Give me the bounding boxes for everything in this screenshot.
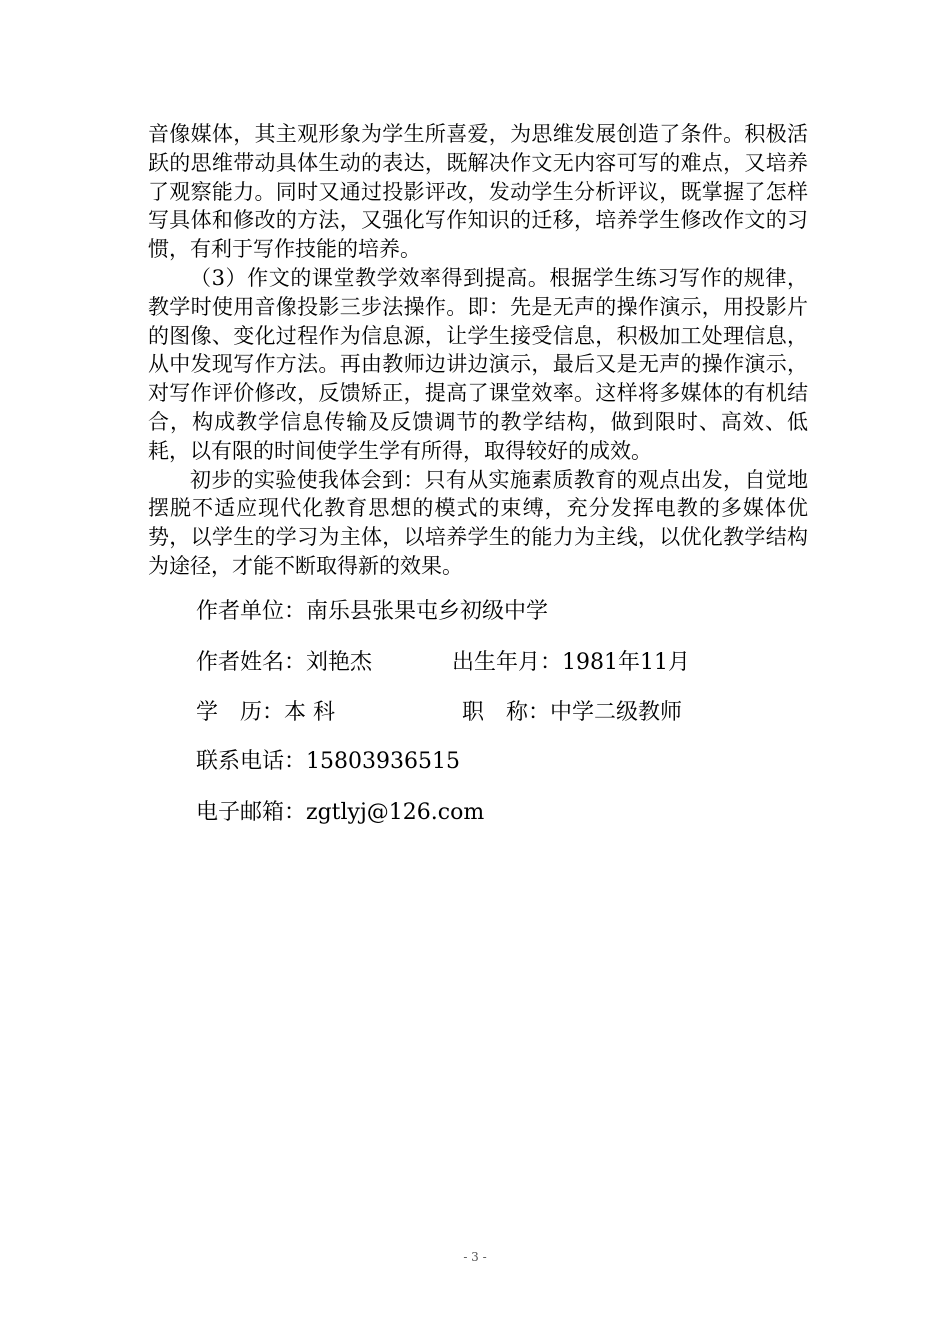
author-title: 职 称：中学二级教师 [462, 700, 683, 725]
paragraph-3: 初步的实验使我体会到：只有从实施素质教育的观点出发，自觉地摆脱不适应现代化教育思想的模式的束缚，充分发挥电教的多媒体优势，以学生的学习为主体，以培养学生的能力为主线，以优化教学结构为途径，才能不断取得新的效果。 [148, 467, 808, 578]
author-education: 学 历：本 科 [196, 700, 335, 725]
author-education-line [196, 695, 682, 726]
author-name-line [196, 645, 690, 676]
author-unit: 作者单位：南乐县张果屯乡初级中学 [196, 599, 549, 624]
author-name: 作者姓名：刘艳杰 [196, 650, 373, 675]
author-phone-line [196, 744, 460, 775]
author-phone: 联系电话：15803936515 [196, 749, 460, 774]
page-number: - 3 - [463, 1250, 487, 1264]
body-text [148, 120, 808, 581]
author-email-line [196, 795, 484, 826]
paragraph-2: （3）作文的课堂教学效率得到提高。根据学生练习写作的规律，教学时使用音像投影三步法操作。即：先是无声的操作演示，用投影片的图像、变化过程作为信息源，让学生接受信息，积极加工处理信息，从中发现写作方法。再由教师边讲边演示，最后又是无声的操作演示，对写作评价修改，反馈矫正，提高了课堂效率。这样将多媒体的有机结合，构成教学信息传输及反馈调节的教学结构，做到限时、高效、低耗，以有限的时间使学生学有所得，取得较好的成效。 [148, 265, 808, 463]
author-unit-line [196, 594, 548, 625]
paragraph-1: 音像媒体，其主观形象为学生所喜爱，为思维发展创造了条件。积极活跃的思维带动具体生动的表达，既解决作文无内容可写的难点，又培养了观察能力。同时又通过投影评改，发动学生分析评议，既掌握了怎样写具体和修改的方法，又强化写作知识的迁移，培养学生修改作文的习惯，有利于写作技能的培养。 [148, 122, 808, 262]
author-email: 电子邮箱：zgtlyj@126.com [196, 800, 485, 825]
author-birth: 出生年月：1981年11月 [452, 650, 690, 675]
